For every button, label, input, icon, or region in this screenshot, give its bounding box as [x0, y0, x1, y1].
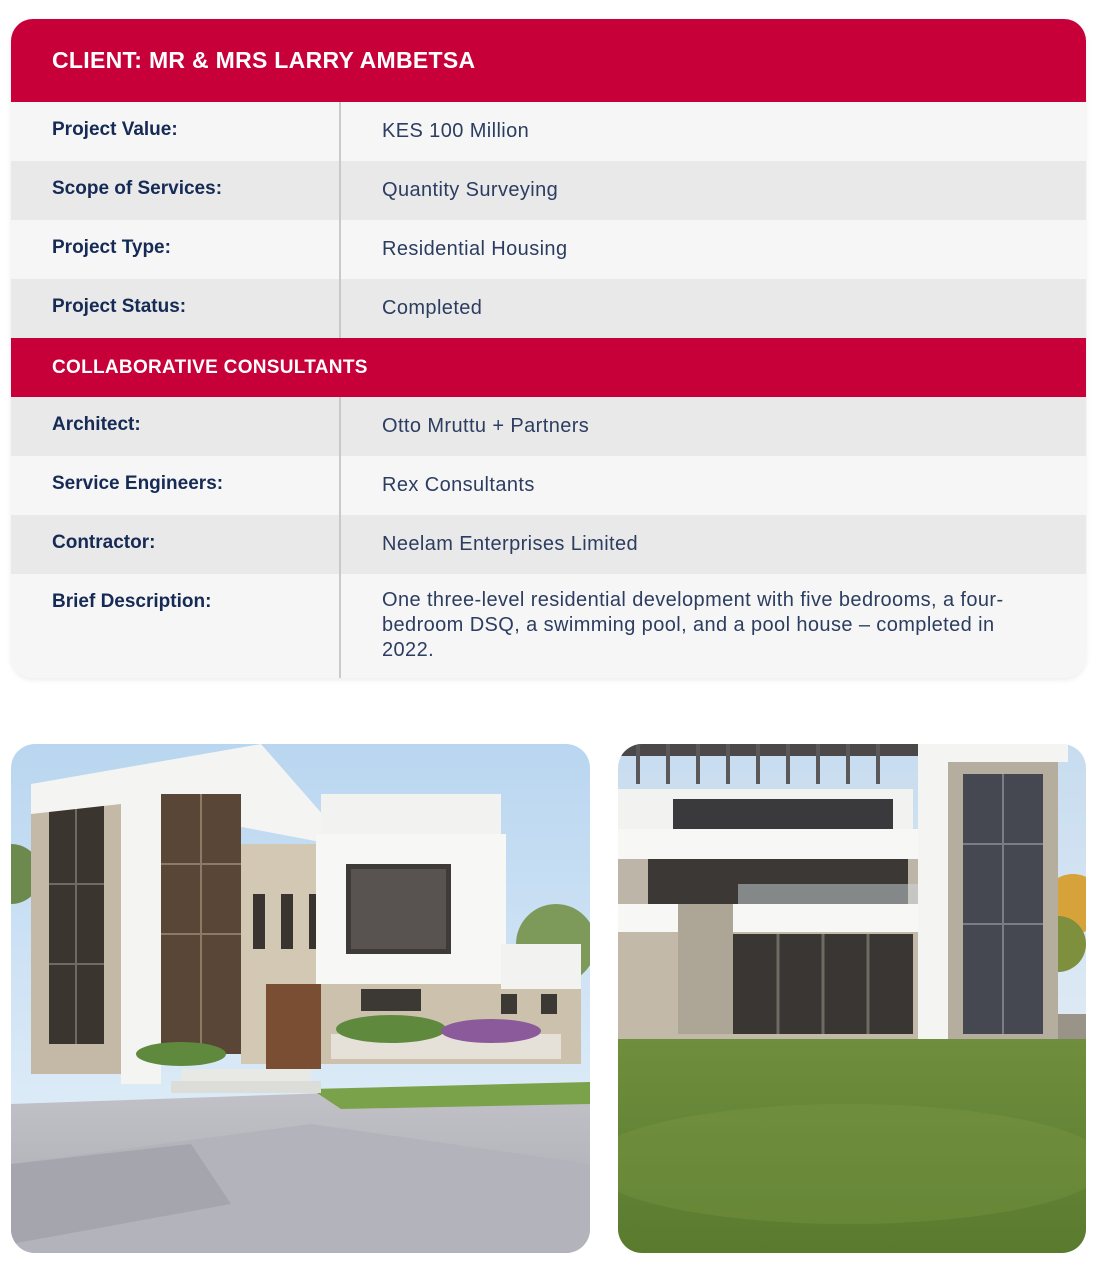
- scope-value: Quantity Surveying: [382, 179, 559, 201]
- description-label: Brief Description:: [11, 574, 341, 678]
- engineers-value: Rex Consultants: [382, 474, 535, 496]
- contractor-row: [11, 515, 1086, 574]
- project-status-value: Completed: [382, 297, 483, 319]
- architect-value: Otto Mruttu + Partners: [382, 415, 590, 437]
- project-info-card: [11, 19, 1086, 678]
- house-rear-render: [618, 744, 1086, 1253]
- description-value: One three-level residential development with five bedrooms, a four-bedroom DSQ, a swimming pool, and a pool house – completed in 2022.: [382, 589, 1004, 661]
- architect-label: Architect:: [11, 397, 341, 456]
- scope-row: [11, 161, 1086, 220]
- project-status-row: [11, 279, 1086, 338]
- engineers-row: [11, 456, 1086, 515]
- scope-label: Scope of Services:: [11, 161, 341, 220]
- client-header: CLIENT: MR & MRS LARRY AMBETSA: [11, 19, 1086, 102]
- house-front-render: [11, 744, 590, 1253]
- project-value-label: Project Value:: [11, 102, 341, 161]
- project-value-value: KES 100 Million: [382, 120, 530, 142]
- consultants-header: COLLABORATIVE CONSULTANTS: [11, 338, 1086, 397]
- contractor-value: Neelam Enterprises Limited: [382, 533, 639, 555]
- project-value-row: [11, 102, 1086, 161]
- project-type-row: [11, 220, 1086, 279]
- project-type-value: Residential Housing: [382, 238, 568, 260]
- engineers-label: Service Engineers:: [11, 456, 341, 515]
- project-status-label: Project Status:: [11, 279, 341, 338]
- architect-row: [11, 397, 1086, 456]
- description-row: [11, 574, 1086, 678]
- project-type-label: Project Type:: [11, 220, 341, 279]
- contractor-label: Contractor:: [11, 515, 341, 574]
